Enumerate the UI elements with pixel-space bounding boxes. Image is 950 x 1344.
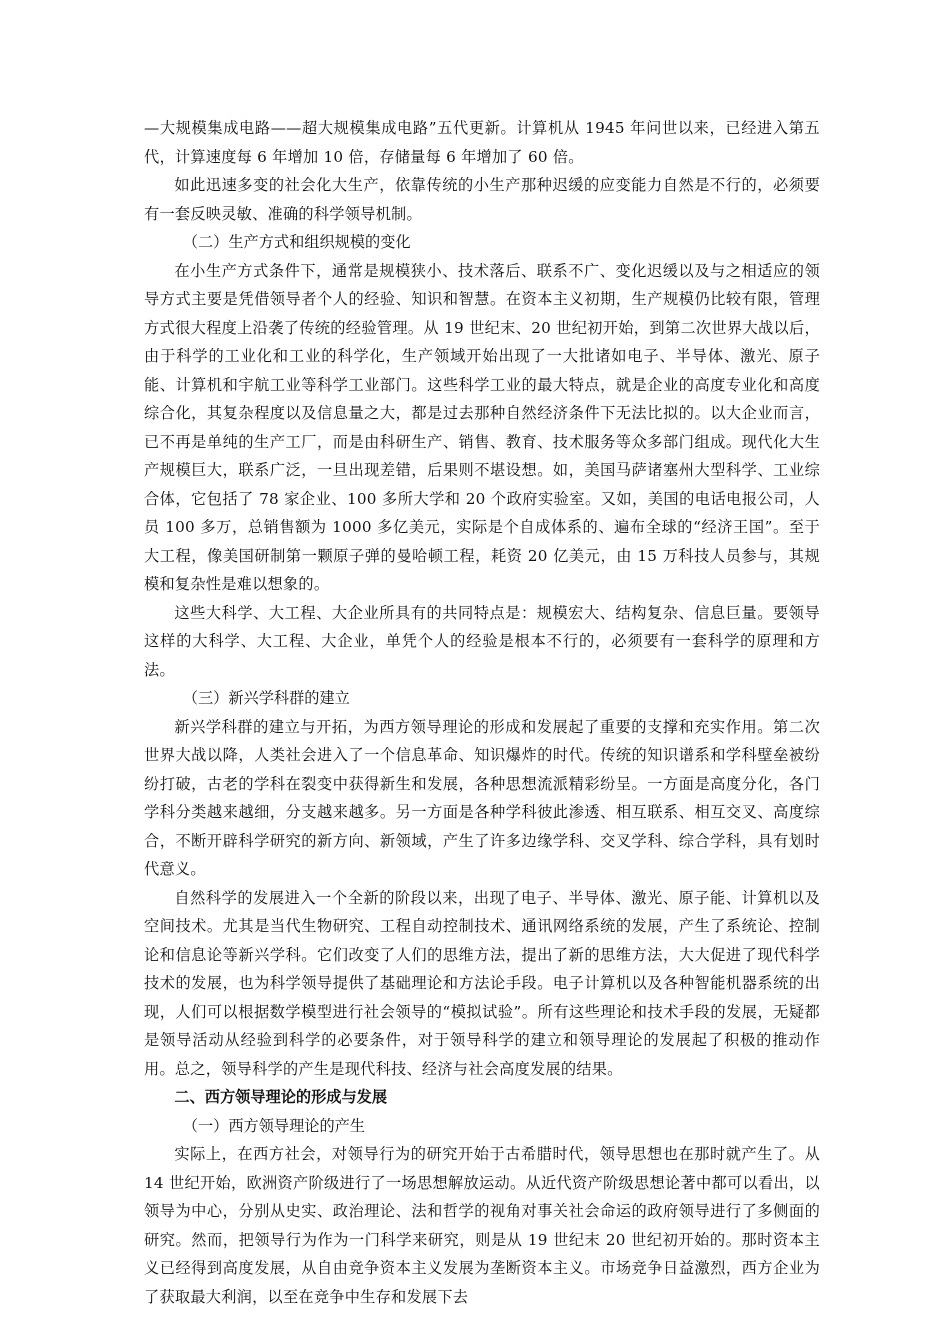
paragraph-history-of-leadership: 实际上，在西方社会，对领导行为的研究开始于古希腊时代，领导思想也在那时就产生了。从 14 世纪开始，欧洲资产阶级进行了一场思想解放运动。从近代资产阶级思想论著中都可以看出，以领导为中心，分别从史实、政治理论、法和哲学的视角对事关社会命运的政府领导进行了多侧面的研究。然而，把领导行为作为一门科学来研究，则是从 19 世纪末 20 世纪初开始的。那时资本主义已经得到高度发展，从自由竞争资本主义发展为垄断资本主义。市场竞争日益激烈，西方企业为了获取最大利润，以至在竞争中生存和发展下去 (144, 1145, 820, 1306)
section-title-western-leadership: 二、西方领导理论的形成与发展 (174, 1088, 388, 1106)
document-page (144, 114, 820, 1311)
paragraph-production-mode: 在小生产方式条件下，通常是规模狭小、技术落后、联系不广、变化迟缓以及与之相适应的领导方式主要是凭借领导者个人的经验、知识和智慧。在资本主义初期，生产规模仍比较有限，管理方式很大程度上沿袭了传统的经验管理。从 19 世纪末、20 世纪初开始，到第二次世界大战以后，由于科学的工业化和工业的科学化，生产领域开始出现了一大批诸如电子、半导体、激光、原子能、计算机和宇航工业等科学工业部门。这些科学工业的最大特点，就是企业的高度专业化和高度综合化，其复杂程度以及信息量之大，都是过去那种自然经济条件下无法比拟的。以大企业而言，已不再是单纯的生产工厂，而是由科研生产、销售、教育、技术服务等众多部门组成。现代化大生产规模巨大，联系广泛，一旦出现差错，后果则不堪设想。如，美国马萨诸塞州大型科学、工业综合体，它包括了 78 家企业、100 多所大学和 20 个政府实验室。又如，美国的电话电报公司，人员 100 多万，总销售额为 1000 多亿美元，实际是个自成体系的、遍布全球的“经济王国”。至于大工程，像美国研制第一颗原子弹的曼哈顿工程，耗资 20 亿美元，由 15 万科技人员参与，其规模和复杂性是难以想象的。 (144, 261, 820, 593)
paragraph-discipline-groups: 新兴学科群的建立与开拓，为西方领导理论的形成和发展起了重要的支撑和充实作用。第二次世界大战以降，人类社会进入了一个信息革命、知识爆炸的时代。传统的知识谱系和学科壁垒被纷纷打破，古老的学科在裂变中获得新生和发展，各种思想流派精彩纷呈。一方面是高度分化，各门学科分类越来越细，分支越来越多。另一方面是各种学科彼此渗透、相互联系、相互交叉、高度综合，不断开辟科学研究的新方向、新领域，产生了许多边缘学科、交叉学科、综合学科，具有划时代意义。 (144, 717, 820, 878)
paragraph-computer-generations: —大规模集成电路——超大规模集成电路”五代更新。计算机从 1945 年问世以来，已经进入第五代，计算速度每 6 年增加 10 倍，存储量每 6 年增加了 60 倍。 (144, 119, 820, 166)
subheading-production-scale: （二）生产方式和组织规模的变化 (182, 233, 411, 251)
paragraph-leadership-mechanism: 如此迅速多变的社会化大生产，依靠传统的小生产那种迟缓的应变能力自然是不行的，必须要有一套反映灵敏、准确的科学领导机制。 (144, 176, 820, 223)
subheading-origin-of-theory: （一）西方领导理论的产生 (182, 1116, 365, 1135)
paragraph-natural-science: 自然科学的发展进入一个全新的阶段以来，出现了电子、半导体、激光、原子能、计算机以及空间技术。尤其是当代生物研究、工程自动控制技术、通讯网络系统的发展，产生了系统论、控制论和信息论等新兴学科。它们改变了人们的思维方法，提出了新的思维方法，大大促进了现代科学技术的发展，也为科学领导提供了基础理论和方法论手段。电子计算机以及各种智能机器系统的出现，人们可以根据数学模型进行社会领导的“模拟试验”。所有这些理论和技术手段的发展，无疑都是领导活动从经验到科学的必要条件，对于领导科学的建立和领导理论的发展起了积极的推动作用。总之，领导科学的产生是现代科技、经济与社会高度发展的结果。 (144, 888, 820, 1078)
subheading-new-disciplines: （三）新兴学科群的建立 (182, 689, 350, 707)
paragraph-common-features: 这些大科学、大工程、大企业所具有的共同特点是：规模宏大、结构复杂、信息巨量。要领导这样的大科学、大工程、大企业，单凭个人的经验是根本不行的，必须要有一套科学的原理和方法。 (144, 603, 820, 679)
